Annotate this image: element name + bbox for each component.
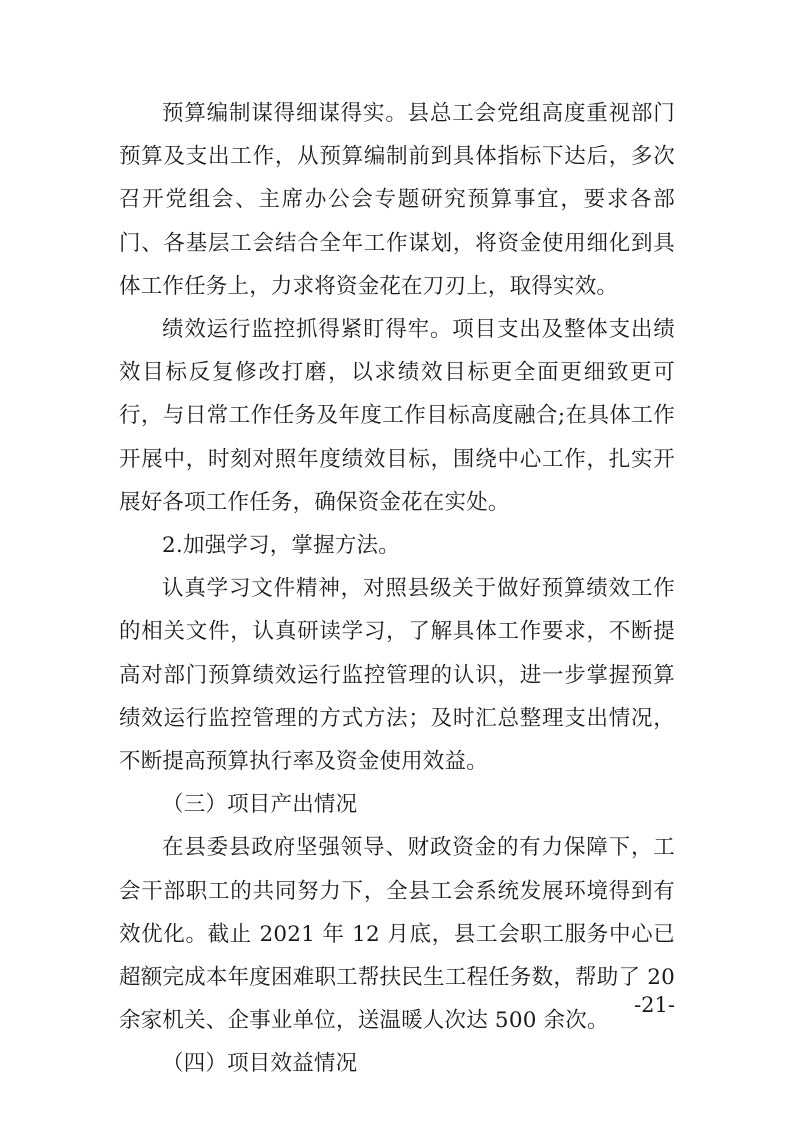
- paragraph-study-documents: 认真学习文件精神，对照县级关于做好预算绩效工作的相关文件，认真研读学习，了解具体工作要求，不断提高对部门预算绩效运行监控管理的认识，进一步掌握预算绩效运行监控管理的方式方法；及时汇总整理支出情况，不断提高预算执行率及资金使用效益。: [119, 576, 675, 775]
- paragraph-project-output: 在县委县政府坚强领导、财政资金的有力保障下，工会干部职工的共同努力下，全县工会系统发展环境得到有效优化。截止 2021 年 12 月底，县工会职工服务中心已超额完成本年度困难职工帮扶民生工程任务数，帮助了 20 余家机关、企事业单位，送温暖人次达 500 余次。: [119, 835, 675, 1034]
- heading-project-benefit: （四）项目效益情况: [162, 1051, 358, 1077]
- paragraph-performance-monitoring: 绩效运行监控抓得紧盯得牢。项目支出及整体支出绩效目标反复修改打磨，以求绩效目标更全面更细致更可行，与日常工作任务及年度工作目标高度融合;在具体工作开展中，时刻对照年度绩效目标，围绕中心工作，扎实开展好各项工作任务，确保资金花在实处。: [119, 317, 675, 515]
- body-text: [119, 92, 675, 1086]
- heading-strengthen-learning: 2.加强学习，掌握方法。: [162, 533, 400, 559]
- paragraph-budget-preparation: 预算编制谋得细谋得实。县总工会党组高度重视部门预算及支出工作，从预算编制前到具体指标下达后，多次召开党组会、主席办公会专题研究预算事宜，要求各部门、各基层工会结合全年工作谋划，将资金使用细化到具体工作任务上，力求将资金花在刀刃上，取得实效。: [119, 101, 675, 299]
- heading-project-output: （三）项目产出情况: [162, 792, 358, 818]
- page-number: -21-: [634, 993, 675, 1017]
